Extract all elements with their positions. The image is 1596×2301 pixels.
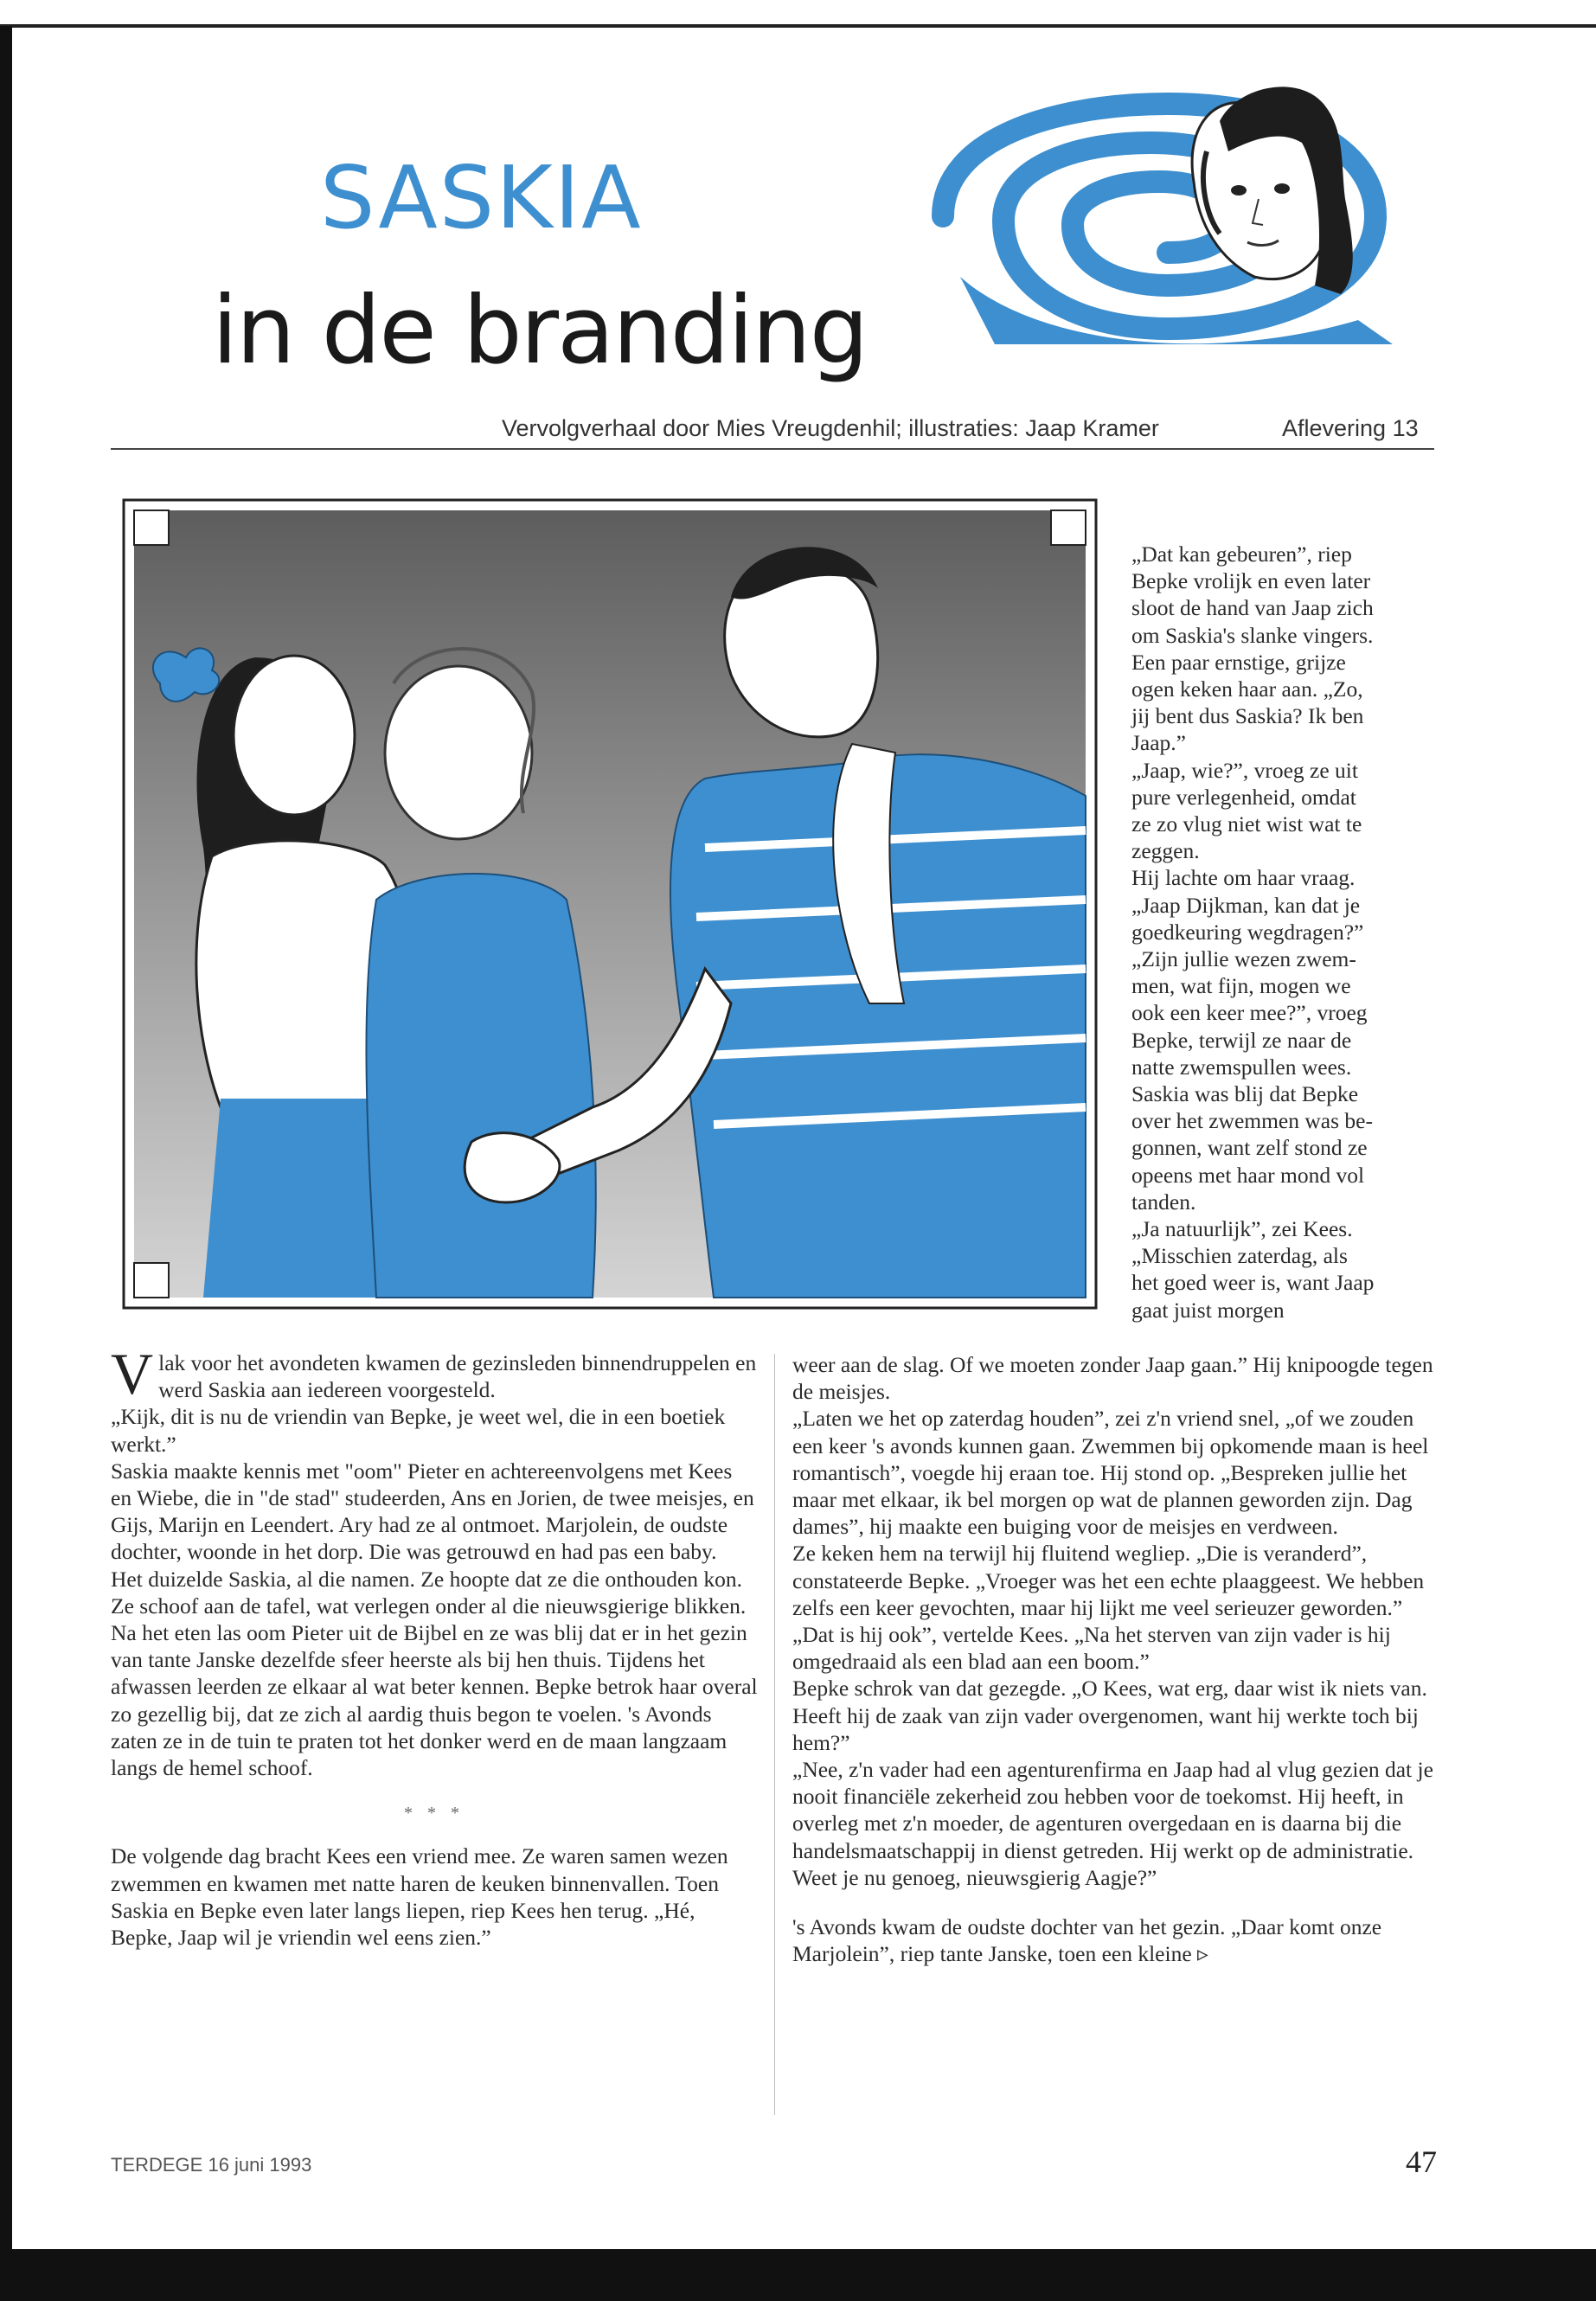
text-line: gonnen, want zelf stond ze	[1131, 1135, 1368, 1161]
story-illustration	[108, 484, 1112, 1324]
paragraph-opening	[111, 1341, 758, 1407]
text-line: het goed weer is, want Jaap	[1131, 1270, 1375, 1296]
text-line: Een paar ernstige, grijze	[1131, 649, 1346, 675]
text-line: ogen keken haar aan. „Zo,	[1131, 676, 1363, 702]
text-line: Jaap.”	[1131, 730, 1187, 756]
episode-label: Aflevering 13	[1282, 415, 1419, 441]
text-line: „Ja natuurlijk”, zei Kees.	[1131, 1216, 1353, 1242]
text-line: ook een keer mee?”, vroeg	[1131, 1000, 1368, 1026]
column-divider	[774, 1354, 775, 2115]
text-line: Bepke vrolijk en even later	[1131, 568, 1371, 594]
page-number: 47	[1406, 2144, 1437, 2179]
paragraph: „Dat is hij ook”, vertelde Kees. „Na het sterven van zijn vader is hij omgedraaid als een blad aan een boom.”	[792, 1622, 1391, 1675]
page-border-top	[0, 24, 1596, 28]
text-line: zeggen.	[1131, 838, 1200, 864]
text-line: jij bent dus Saskia? Ik ben	[1131, 703, 1364, 729]
paragraph-text: lak voor het avondeten kwamen de gezinsleden binnendruppelen en werd Saskia aan iedereen voorgesteld.	[158, 1350, 757, 1403]
text-line: over het zwemmen was be-	[1131, 1108, 1373, 1134]
drop-cap: V	[111, 1341, 154, 1407]
left-column	[111, 1341, 758, 1951]
byline: Vervolgverhaal door Mies Vreugdenhil; illustraties: Jaap Kramer	[502, 415, 1159, 441]
text-line: Saskia was blij dat Bepke	[1131, 1081, 1359, 1107]
text-line: „Dat kan gebeuren”, riep	[1131, 542, 1352, 567]
section-break: * * *	[404, 1804, 465, 1823]
paragraph: Het duizelde Saskia, al die namen. Ze hoopte dat ze die onthouden kon. Ze schoof aan de tafel, wat verlegen onder al die nieuwsgierige blikken.	[111, 1566, 747, 1618]
text-line: sloot de hand van Jaap zich	[1131, 595, 1374, 621]
paragraph: De volgende dag bracht Kees een vriend mee. Ze waren samen wezen zwemmen en kwamen met natte haren de keuken binnenvallen. Toen Saskia en Bepke even later langs liepen, riep Kees hen terug. „Hé, Bepke, Jaap wil je vriendin wel eens zien.”	[111, 1843, 728, 1951]
paragraph: „Laten we het op zaterdag houden”, zei z'n vriend snel, „of we zouden een keer 's avonds kunnen gaan. Zwemmen bij opkomende maan is heel romantisch”, voegde hij eraan toe. Hij stond op. „Bespreken jullie het maar met elkaar, ik bel morgen op wat de plannen geworden zijn. Dag dames”, hij maakte een buiging voor de meisjes en verdween.	[792, 1406, 1429, 1540]
paragraph: Ze keken hem na terwijl hij fluitend wegliep. „Die is veranderd”, constateerde Bepke. „Vroeger was het een echte plaaggeest. We hebben zelfs een keer gevochten, maar hij lijkt me veel serieuzer geworden.”	[792, 1541, 1425, 1620]
paragraph: Bepke schrok van dat gezegde. „O Kees, wat erg, daar wist ik niets van. Heeft hij de zaak van zijn vader overgenomen, want hij werkte toch bij hem?”	[792, 1676, 1427, 1755]
spiral-girl-logo	[908, 69, 1410, 363]
girl-face-icon	[1192, 87, 1353, 294]
right-column	[792, 1351, 1437, 1967]
paragraph: Saskia maakte kennis met "oom" Pieter en achtereenvolgens met Kees en Wiebe, die in "de stad" studeerden, Ans en Jorien, de twee meisjes, en Gijs, Marijn en Leendert. Ary had ze al ontmoet. Marjolein, de oudste dochter, woonde in het dorp. Die was getrouwd en had pas een baby.	[111, 1458, 754, 1565]
page-border-bottom	[0, 2249, 1596, 2301]
text-line: ze zo vlug niet wist wat te	[1131, 811, 1362, 837]
text-line: om Saskia's slanke vingers.	[1131, 622, 1374, 648]
paragraph: 's Avonds kwam de oudste dochter van het gezin. „Daar komt onze Marjolein”, riep tante Janske, toen een kleine ▹	[792, 1914, 1382, 1967]
right-top-column	[1131, 541, 1443, 1324]
text-line: goedkeuring wegdragen?”	[1131, 919, 1364, 945]
paragraph: Na het eten las oom Pieter uit de Bijbel en ze was blij dat er in het gezin van tante Janske dezelfde sfeer heerste als bij hen thuis. Tijdens het afwassen leerden ze elkaar al wat beter kennen. Bepke betrok haar overal zo gezellig bij, dat ze zich al aardig thuis begon te voelen. 's Avonds zaten ze in de tuin te praten tot het donker werd en de maan langzaam langs de hemel schoof.	[111, 1620, 758, 1781]
text-line: „Jaap, wie?”, vroeg ze uit	[1131, 757, 1358, 783]
paragraph: weer aan de slag. Of we moeten zonder Jaap gaan.” Hij knipoogde tegen de meisjes.	[792, 1352, 1433, 1405]
text-line: natte zwemspullen wees.	[1131, 1054, 1352, 1080]
story-subtitle: in de branding	[212, 277, 868, 385]
story-title: SASKIA	[320, 147, 643, 248]
text-line: men, wat fijn, mogen we	[1131, 973, 1351, 999]
header-rule	[111, 448, 1434, 450]
text-line: pure verlegenheid, omdat	[1131, 784, 1356, 810]
text-line: „Jaap Dijkman, kan dat je	[1131, 892, 1361, 918]
text-line: „Misschien zaterdag, als	[1131, 1243, 1348, 1269]
paragraph: „Nee, z'n vader had een agenturenfirma en Jaap had al vlug gezien dat je nooit financiële zekerheid zou hebben voor de toekomst. Hij heeft, in overleg met z'n moeder, de agenturen overgedaan en is daarna bij die handelsmaatschappij in dienst getreden. Hij werkt op de administratie. Weet je nu genoeg, nieuwsgierig Aagje?”	[792, 1757, 1433, 1890]
paragraph: „Kijk, dit is nu de vriendin van Bepke, je weet wel, die in een boetiek werkt.”	[111, 1404, 726, 1457]
magazine-footer: TERDEGE 16 juni 1993	[111, 2154, 312, 2176]
text-line: gaat juist morgen	[1131, 1297, 1285, 1323]
page-border-left	[0, 26, 12, 2275]
text-line: tanden.	[1131, 1189, 1196, 1215]
text-line: Hij lachte om haar vraag.	[1131, 865, 1356, 891]
text-line: Bepke, terwijl ze naar de	[1131, 1027, 1352, 1053]
text-line: „Zijn jullie wezen zwem-	[1131, 946, 1356, 972]
text-line: opeens met haar mond vol	[1131, 1162, 1365, 1188]
